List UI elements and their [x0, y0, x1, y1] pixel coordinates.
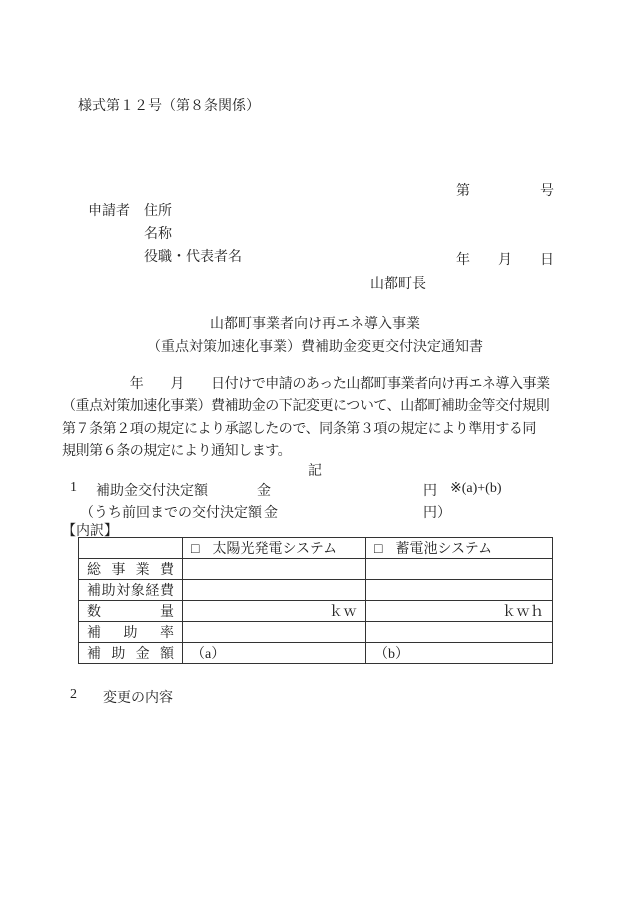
row-label-total-cost: 総事業費 — [79, 559, 183, 580]
table-cell-empty — [366, 559, 553, 580]
doc-number-date-block — [456, 134, 554, 318]
table-cell-empty — [183, 580, 366, 601]
item1-label: 補助金交付決定額 — [96, 484, 208, 499]
item1-sub-currency-prefix: 金 — [264, 506, 278, 521]
item1-sub-label: （うち前回までの交付決定額 — [80, 506, 262, 521]
item2-label: 変更の内容 — [103, 691, 173, 706]
body-paragraph-line2: （重点対策加速化事業）費補助金の下記変更について、山都町補助金等交付規則 — [62, 399, 550, 414]
table-header-solar — [183, 538, 366, 559]
item1-note: ※(a)+(b) — [450, 481, 502, 496]
document-title — [0, 313, 630, 359]
row-label-quantity: 数量 — [79, 601, 183, 622]
checkbox-solar-icon: □ — [191, 542, 200, 557]
document-title-line2: （重点対策加速化事業）費補助金変更交付決定通知書 — [147, 340, 483, 355]
date-line: 年 月 日 — [456, 253, 554, 268]
subsidy-amount-battery: （b） — [366, 643, 553, 664]
representative-label: 役職・代表者名 — [144, 250, 242, 265]
applicant-row — [88, 200, 172, 220]
subsidy-amount-solar: （a） — [183, 643, 366, 664]
item1-sub-currency-suffix: 円） — [423, 506, 451, 521]
item1-number: 1 — [70, 480, 77, 495]
checkbox-battery-icon: □ — [374, 542, 383, 557]
address-label: 住所 — [144, 204, 172, 219]
table-row-subsidy-amount — [79, 643, 553, 664]
table-row-subsidy-rate — [79, 622, 553, 643]
quantity-solar-unit: ｋｗ — [183, 601, 366, 622]
doc-number-line: 第 号 — [456, 184, 554, 199]
table-row-quantity — [79, 601, 553, 622]
body-paragraph-line3: 第７条第２項の規定により承認したので、同条第３項の規定により準用する同 — [62, 422, 536, 437]
solar-header-label: 太陽光発電システム — [212, 542, 338, 557]
body-paragraph-line1: 年 月 日付けで申請のあった山都町事業者向け再エネ導入事業 — [62, 377, 550, 392]
table-header-row — [79, 538, 553, 559]
applicant-label: 申請者 — [88, 204, 130, 219]
table-cell-empty — [79, 538, 183, 559]
item1-currency-prefix: 金 — [257, 484, 271, 499]
addressee: 山都町長 — [370, 277, 426, 292]
table-row-total-cost — [79, 559, 553, 580]
table-row-eligible-expense — [79, 580, 553, 601]
item1-currency-suffix: 円 — [423, 484, 437, 499]
row-label-eligible-expense: 補助対象経費 — [79, 580, 183, 601]
row-label-subsidy-amount: 補助金額 — [79, 643, 183, 664]
body-paragraph-line4: 規則第６条の規定により通知します。 — [62, 444, 292, 459]
battery-header-label: 蓄電池システム — [395, 542, 493, 557]
style-number: 様式第１２号（第８条関係） — [78, 99, 260, 114]
table-cell-empty — [183, 559, 366, 580]
quantity-battery-unit: ｋｗｈ — [366, 601, 553, 622]
document-title-line1: 山都町事業者向け再エネ導入事業 — [210, 317, 420, 332]
table-cell-empty — [366, 622, 553, 643]
name-label: 名称 — [144, 227, 172, 242]
item2-number: 2 — [70, 687, 77, 702]
table-header-battery — [366, 538, 553, 559]
record-marker: 記 — [308, 464, 322, 479]
breakdown-table — [78, 537, 553, 664]
table-cell-empty — [366, 580, 553, 601]
breakdown-label: 【内訳】 — [62, 524, 118, 539]
table-cell-empty — [183, 622, 366, 643]
row-label-subsidy-rate: 補助率 — [79, 622, 183, 643]
